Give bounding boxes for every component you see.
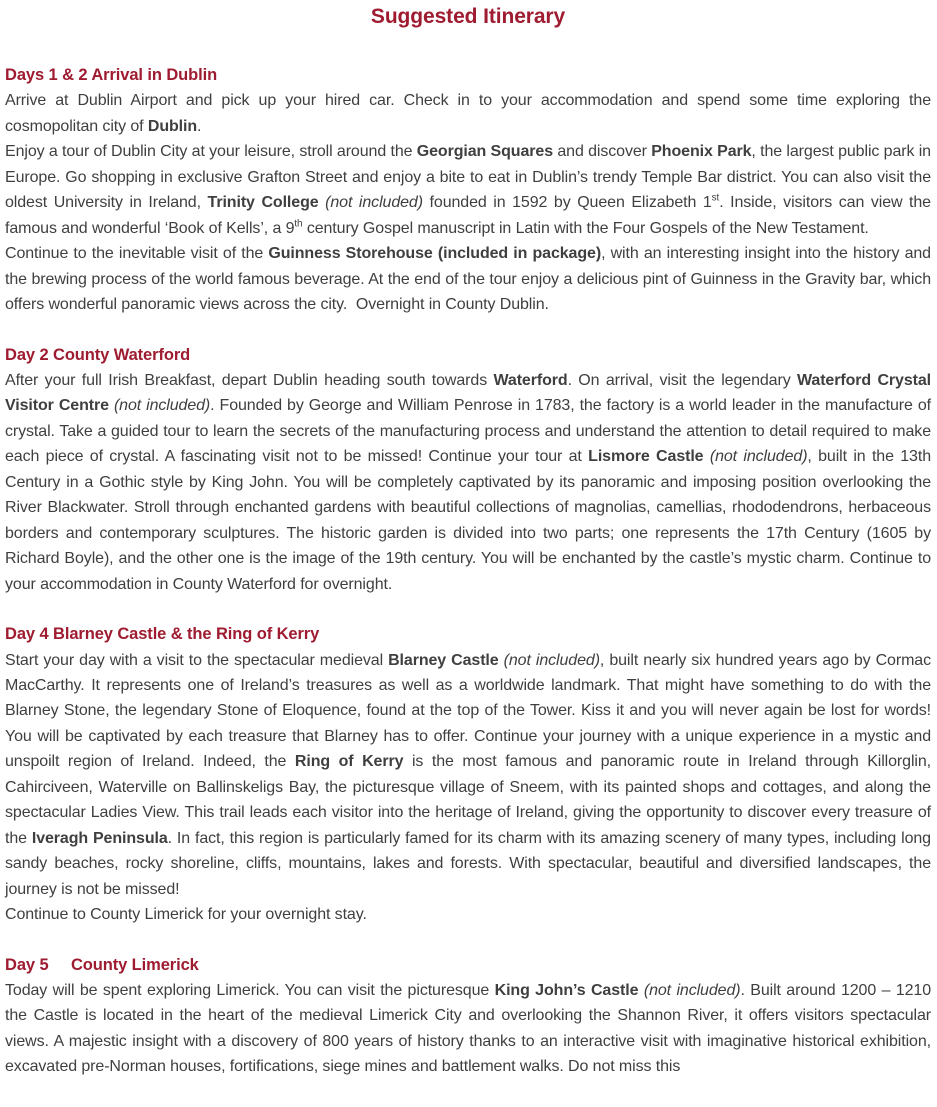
- text-run: , the largest public park in Europe. Go shopping in exclusive Grafton Street and enjoy a bite to eat in Dublin’s trendy Temple Bar district. You can also visit the oldest University in Ireland,: [5, 143, 931, 212]
- paragraph: [5, 241, 931, 317]
- text-run: (not included): [113, 397, 211, 415]
- text-run: Enjoy a tour of Dublin City at your leisure, stroll around the: [5, 143, 417, 161]
- section-heading: Day 4 Blarney Castle & the Ring of Kerry: [5, 625, 320, 644]
- text-run: Waterford Crystal Visitor Centre: [5, 371, 932, 415]
- sections-container: [5, 63, 931, 1080]
- itinerary-section: [5, 343, 931, 598]
- text-run: . In fact, this region is particularly famed for its charm with its amazing scenery of many types, including long sandy beaches, rocky shoreline, cliffs, mountains, lakes and forests. With spectacular, beautiful and diversified landscapes, the journey is not be missed!: [5, 829, 931, 898]
- text-run: (not included): [643, 981, 741, 999]
- text-run: Start your day with a visit to the spectacular medieval: [5, 651, 389, 669]
- text-run: and discover: [553, 143, 652, 161]
- text-run: Guinness Storehouse (included in package): [268, 245, 602, 263]
- text-run: is the most famous and panoramic route in Ireland through Killorglin, Cahirciveen, Waterville on Ballinskeligs Bay, the picturesque village of Sneem, with its painted shops and cottages, and along the spectacular Ladies View. This trail leads each visitor into the heritage of Ireland, giving the opportunity to discover every treasure of the: [5, 753, 932, 847]
- text-run: , built in the 13th Century in a Gothic style by King John. You will be completely captivated by its panoramic and imposing position overlooking the River Blackwater. Stroll through enchanted gardens with beautiful collections of magnolias, camellias, rhododendrons, herbaceous borders and contemporary sculptures. The historic garden is divided into two parts; one represents the 17th Century (1605 by Richard Boyle), and the other one is the image of the 19th century. You will be enchanted by the castle’s mystic charm. Continue to your accommodation in County Waterford for overnight.: [5, 448, 932, 593]
- text-run: founded in 1592 by Queen Elizabeth 1: [422, 194, 712, 212]
- text-run: (not included): [709, 448, 808, 466]
- paragraph: [5, 648, 931, 903]
- text-run: . Built around 1200 – 1210 the Castle is located in the heart of the medieval Limerick City and overlooking the Shannon River, it offers visitors spectacular views. A majestic insight with a discovery of 800 years of history thanks to an interactive visit with imaginative historical exhibition, excavated pre-Norman houses, fortifications, siege mines and battlement walks. Do not miss this: [5, 981, 931, 1076]
- section-heading: Day 2 County Waterford: [5, 345, 191, 364]
- text-run: . Inside, visitors can view the famous and wonderful ‘Book of Kells’, a 9: [5, 194, 931, 237]
- text-run: Arrive at Dublin Airport and pick up your hired car. Check in to your accommodation and spend some time exploring the cosmopolitan city of: [5, 92, 931, 135]
- text-run: Today will be spent exploring Limerick. You can visit the picturesque: [5, 981, 495, 999]
- text-run: Phoenix Park: [651, 143, 752, 161]
- section-heading: Days 1 & 2 Arrival in Dublin: [5, 66, 218, 84]
- text-run: Blarney Castle: [388, 651, 499, 669]
- text-run: , built nearly six hundred years ago by Cormac MacCarthy. It represents one of Ireland’s treasures as well as a worldwide landmark. That might have something to do with the Blarney Stone, the legendary Stone of Eloquence, found at the top of the Tower. Kiss it and you will never again be lost for words! You will be captivated by each treasure that Blarney has to offer. Continue your journey with a unique experience in a mystic and unspoilt region of Ireland. Indeed, the: [5, 651, 931, 771]
- paragraph: [5, 139, 931, 241]
- itinerary-section: [5, 953, 931, 1080]
- text-run: Continue to County Limerick for your overnight stay.: [5, 906, 367, 924]
- text-run: , with an interesting insight into the history and the brewing process of the world famous beverage. At the end of the tour enjoy a delicious pint of Guinness in the Gravity bar, which offers wonderful panoramic views across the city. Overnight in County Dublin.: [5, 245, 931, 314]
- text-run: Georgian Squares: [416, 143, 553, 161]
- itinerary-section: [5, 622, 931, 927]
- text-run: King John’s Castle: [494, 981, 639, 999]
- paragraph: [5, 978, 931, 1080]
- text-run: Continue to the inevitable visit of the: [5, 245, 269, 263]
- text-run: Dublin: [147, 117, 198, 135]
- page-title: Suggested Itinerary: [370, 5, 566, 28]
- text-run: .: [197, 117, 202, 135]
- text-run: century Gospel manuscript in Latin with the Four Gospels of the New Testament.: [302, 219, 869, 237]
- itinerary-section: [5, 63, 931, 318]
- paragraph: [5, 368, 931, 597]
- paragraph: [5, 88, 931, 139]
- text-run: Trinity College: [207, 194, 319, 212]
- section-heading: Day 5 County Limerick: [5, 955, 199, 974]
- text-run: th: [294, 218, 303, 230]
- text-run: . Founded by George and William Penrose in 1783, the factory is a world leader in the manufacture of crystal. Take a guided tour to learn the secrets of the manufacturing process and understand the attention to detail required to make each piece of crystal. A fascinating visit not to be missed! Continue your tour at: [5, 397, 931, 466]
- text-run: Iveragh Peninsula: [31, 829, 168, 847]
- text-run: (not included): [325, 194, 423, 212]
- paragraph: [5, 902, 931, 927]
- text-run: (not included): [503, 651, 600, 669]
- text-run: After your full Irish Breakfast, depart Dublin heading south towards: [5, 371, 494, 389]
- text-run: Waterford: [493, 371, 568, 389]
- text-run: st: [711, 192, 720, 204]
- text-run: . On arrival, visit the legendary: [567, 371, 797, 389]
- text-run: Lismore Castle: [588, 448, 704, 466]
- text-run: Ring of Kerry: [294, 753, 404, 771]
